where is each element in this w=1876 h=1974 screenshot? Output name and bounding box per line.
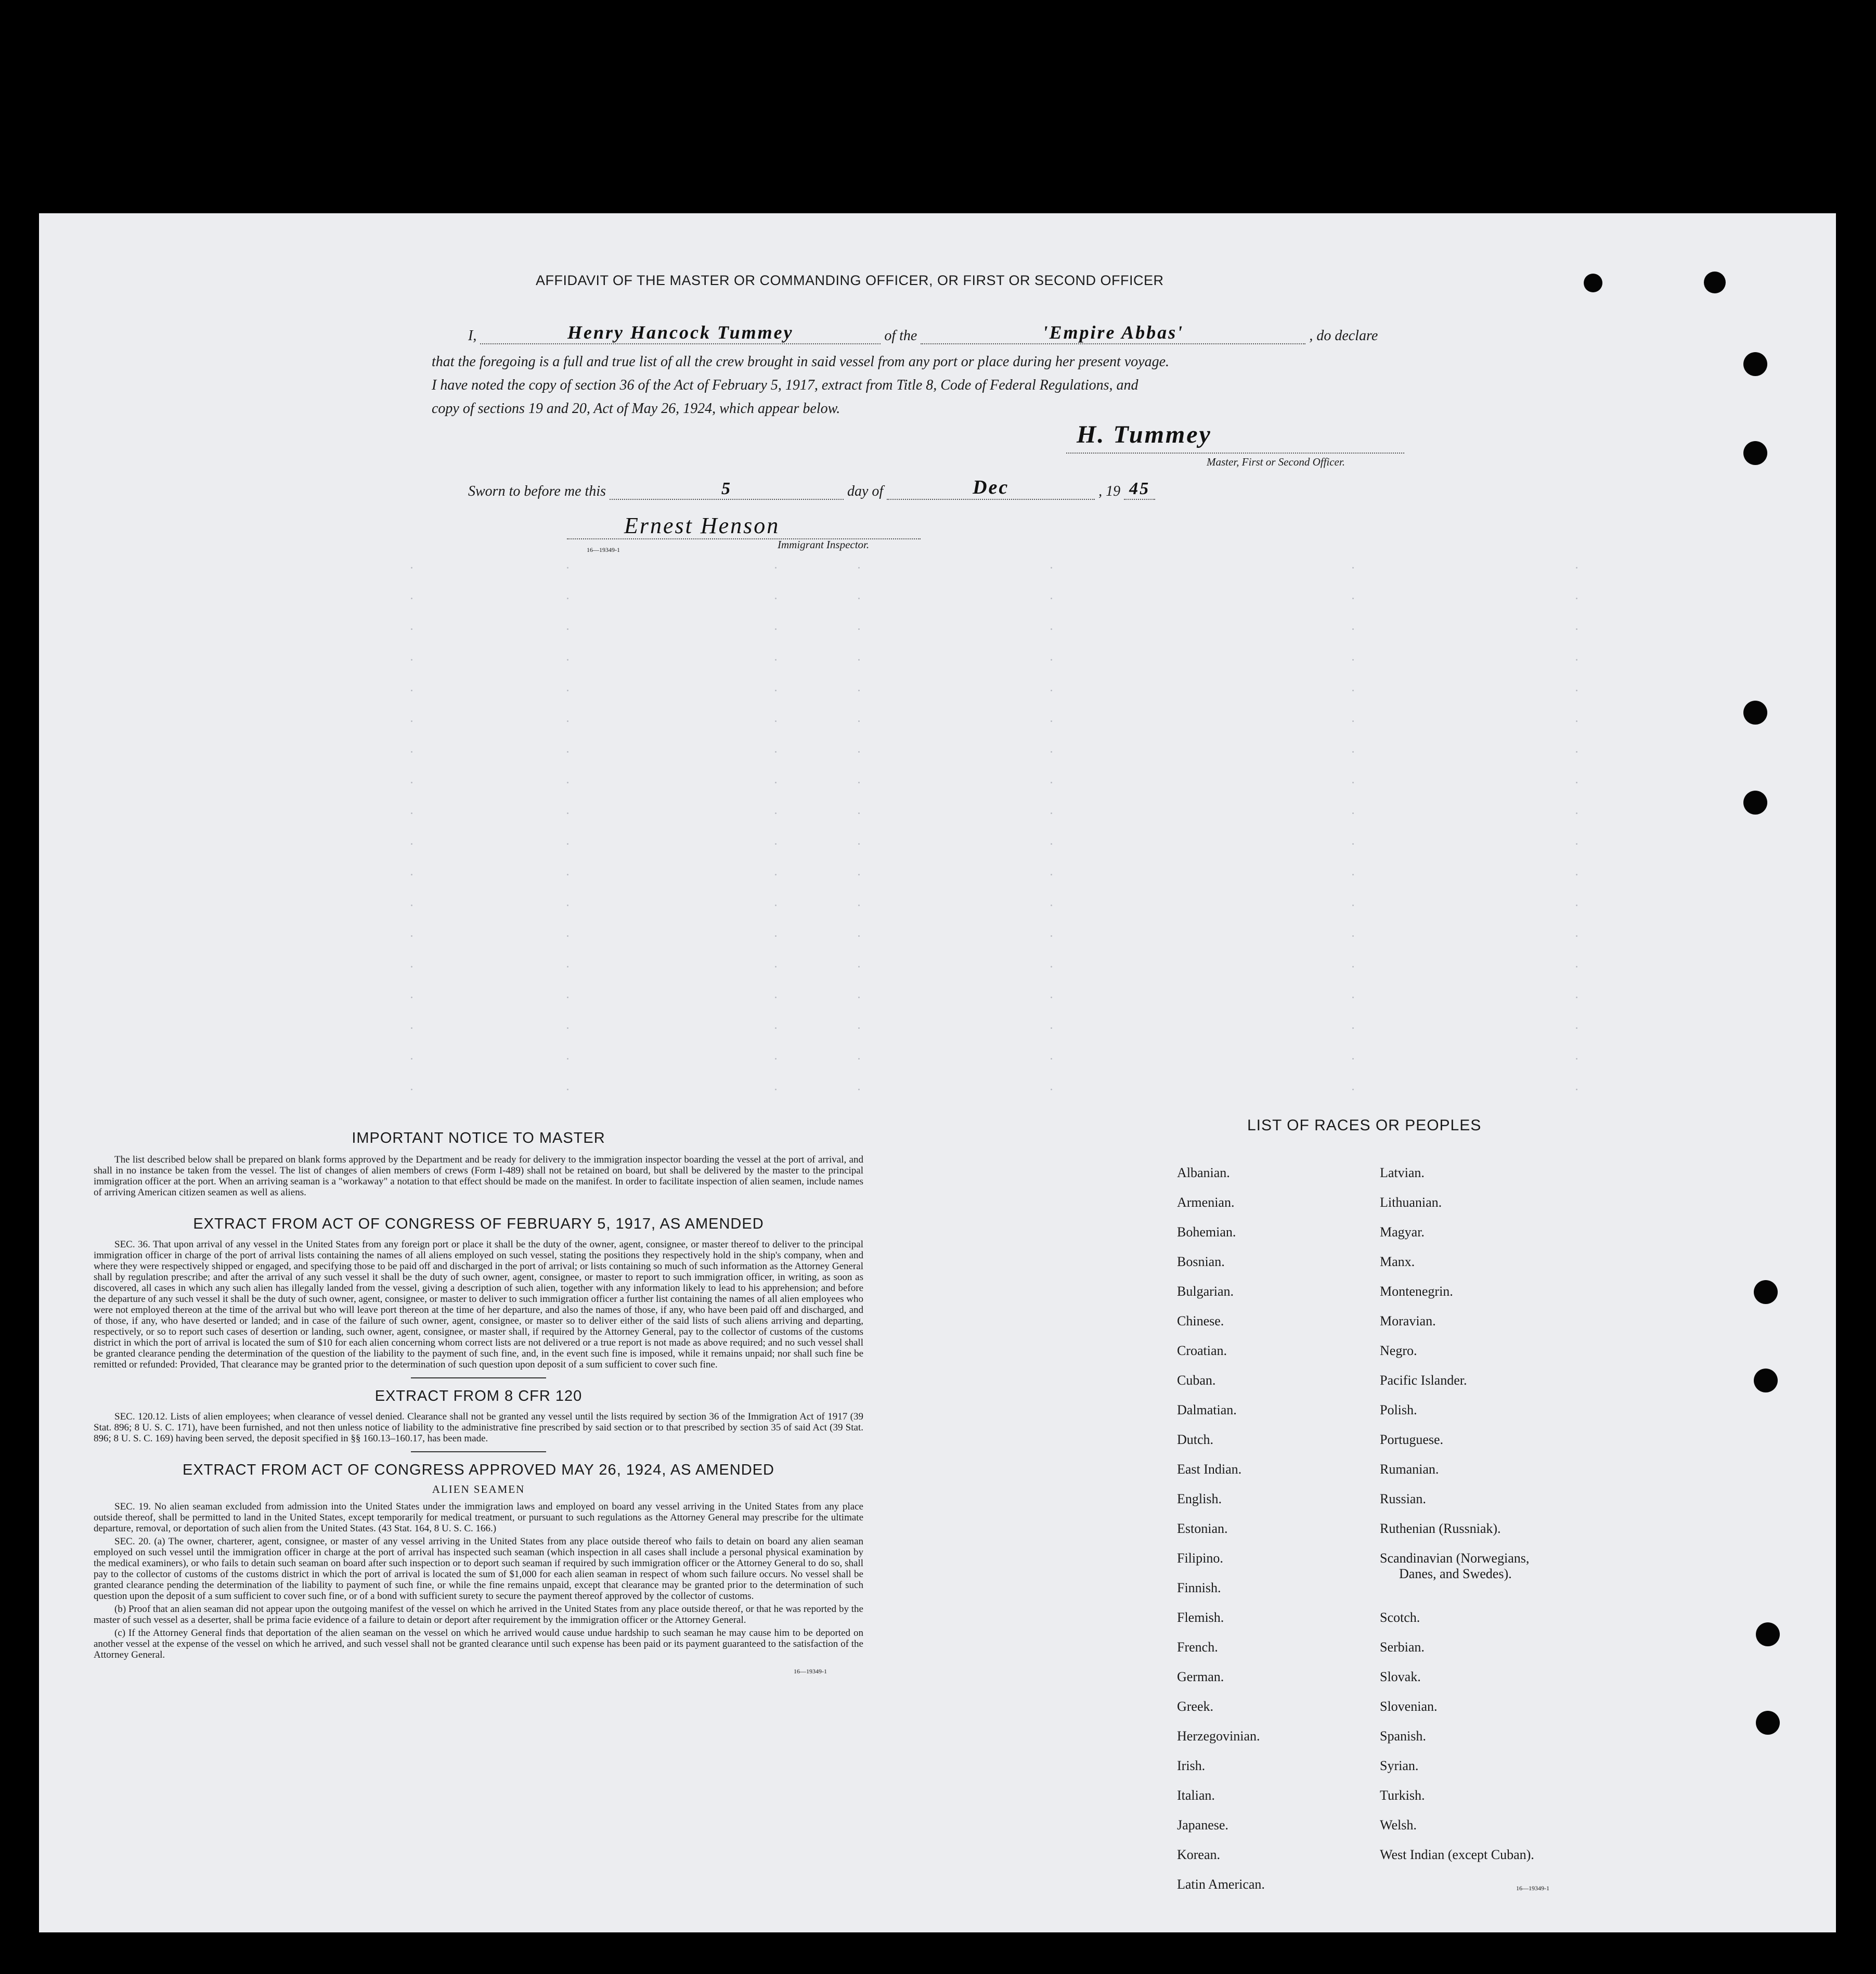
grid-dot [567, 874, 568, 875]
inspector-signature: Ernest Henson [624, 513, 780, 538]
grid-dot [567, 782, 568, 783]
race-item: Finnish. [1177, 1580, 1221, 1595]
grid-dot [1576, 628, 1577, 630]
grid-dot [567, 598, 568, 599]
race-item: Polish. [1380, 1402, 1417, 1417]
grid-dot [567, 843, 568, 845]
affidavit-heading: AFFIDAVIT OF THE MASTER OR COMMANDING OFFICER, OR FIRST OR SECOND OFFICER [536, 273, 1164, 288]
race-item: Moravian. [1380, 1313, 1436, 1328]
grid-dot [858, 751, 860, 753]
grid-dot [411, 690, 412, 691]
grid-dot [775, 843, 777, 845]
extract3-heading: EXTRACT FROM ACT OF CONGRESS APPROVED MAY 26, 1924, AS AMENDED [183, 1462, 774, 1478]
punch-hole [1756, 1622, 1780, 1646]
grid-dot [1352, 1027, 1354, 1029]
grid-dot [858, 628, 860, 630]
grid-dot [775, 935, 777, 937]
grid-dot [858, 997, 860, 998]
race-item: Bohemian. [1177, 1224, 1236, 1240]
extract3-sec20a: SEC. 20. (a) The owner, charterer, agent, consignee, or master of any vessel arriving in the United States from any place outside thereof who fails to detain on board any alien seaman employed on such vessel until the immigration officer in charge at the port of arrival has inspected such seaman (which inspection in all cases shall include a personal physical examination by the medical examiners), or who fails to detain such seaman on board after such inspection or to deport such seaman if required by such immigration officer or the Attorney General to do so, shall pay to the collector of customs of the customs district in which the port of arrival is located the sum of $1,000 for each alien seaman in respect of whom such failure occurs. No vessel shall be granted clearance pending the determination of the liability to payment of such fine, or while the fine remains unpaid, except that clearance may be granted prior to the determination of such question upon the deposit of a sum sufficient to cover such fine, or of a bond with sufficient surety to secure the payment thereof approved by the collector of customs. [94, 1536, 863, 1602]
grid-dot [775, 905, 777, 906]
grid-dot [567, 905, 568, 906]
grid-dot [411, 598, 412, 599]
grid-dot [1051, 598, 1052, 599]
grid-dot [1576, 782, 1577, 783]
race-item: Russian. [1380, 1491, 1426, 1506]
grid-dot [775, 1027, 777, 1029]
notice-form-number: 16—19349-1 [794, 1668, 827, 1675]
grid-dot [1051, 690, 1052, 691]
grid-dot [567, 567, 568, 569]
grid-dot [1352, 720, 1354, 722]
race-item: Dutch. [1177, 1432, 1214, 1447]
races-form-number: 16—19349-1 [1516, 1885, 1549, 1892]
divider [411, 1377, 546, 1378]
races-heading: LIST OF RACES OR PEOPLES [1247, 1117, 1482, 1134]
grid-dot [858, 1027, 860, 1029]
grid-dot [1352, 966, 1354, 967]
race-item: Montenegrin. [1380, 1284, 1453, 1299]
punch-hole [1743, 352, 1767, 376]
grid-dot [567, 935, 568, 937]
race-item: Italian. [1177, 1788, 1215, 1803]
grid-dot [1576, 598, 1577, 599]
grid-dot [411, 935, 412, 937]
affidavit-form-number: 16—19349-1 [587, 546, 620, 553]
extract1-heading: EXTRACT FROM ACT OF CONGRESS OF FEBRUARY 5, 1917, AS AMENDED [193, 1216, 764, 1232]
day-field: 5 [610, 479, 844, 500]
race-item: Ruthenian (Russniak). [1380, 1521, 1501, 1536]
race-item: Manx. [1380, 1254, 1415, 1269]
race-item: Herzegovinian. [1177, 1728, 1260, 1744]
race-item: Armenian. [1177, 1195, 1235, 1210]
grid-dot [1051, 874, 1052, 875]
race-item: Dalmatian. [1177, 1402, 1237, 1417]
punch-hole [1704, 272, 1726, 293]
grid-dot [411, 782, 412, 783]
grid-dot [411, 997, 412, 998]
grid-dot [1352, 659, 1354, 661]
race-item: Spanish. [1380, 1728, 1426, 1744]
notice-body: The list described below shall be prepared on blank forms approved by the Department and be ready for delivery to the immigration inspector boarding the vessel at the port of arrival, and shall in no instance be taken from the vessel. The list of changes of alien members of crews (Form I-489) shall not be retained on board, but shall be delivered by the master to the principal immigration officer at the port. When an arriving seaman is a "workaway" a notation to that effect should be made on the manifest. In order to facilitate inspection of alien seamen, include names of arriving American citizen seamen as well as aliens. [94, 1154, 863, 1198]
grid-dot [1051, 782, 1052, 783]
race-item: Turkish. [1380, 1788, 1425, 1803]
of-the-text: of the [884, 328, 917, 344]
race-item: Chinese. [1177, 1313, 1224, 1328]
grid-dot [1051, 935, 1052, 937]
grid-dot [1576, 1089, 1577, 1090]
grid-dot [1352, 567, 1354, 569]
grid-dot [858, 567, 860, 569]
grid-dot [1051, 1058, 1052, 1060]
grid-dot [1051, 905, 1052, 906]
grid-dot [567, 1058, 568, 1060]
notice-section [94, 1130, 863, 1675]
race-item: Welsh. [1380, 1817, 1417, 1833]
grid-dot [411, 567, 412, 569]
grid-dot [858, 812, 860, 814]
grid-dot [1051, 812, 1052, 814]
do-declare-text: , do declare [1309, 328, 1378, 344]
race-item: Negro. [1380, 1343, 1417, 1358]
grid-dot [411, 659, 412, 661]
grid-dot [1352, 598, 1354, 599]
day-of-text: day of [847, 483, 884, 499]
grid-dot [775, 997, 777, 998]
year-field: 45 [1124, 479, 1155, 500]
grid-dot [1576, 812, 1577, 814]
race-item: Serbian. [1380, 1640, 1425, 1655]
extract2-body: SEC. 120.12. Lists of alien employees; when clearance of vessel denied. Clearance shall not be granted any vessel until the lists required by section 36 of the Immigration Act of 1917 (39 Stat. 896; 8 U. S. C. 171), have been furnished, and not then unless notice of liability to the administrative fine prescribed by said section or to that prescribed by section 35 of said Act (39 Stat. 896; 8 U. S. C. 169) having been served, the deposit specified in §§ 160.13–160.17, has been made. [94, 1411, 863, 1444]
grid-dot [411, 1027, 412, 1029]
grid-dot [1576, 1027, 1577, 1029]
grid-dot [1352, 997, 1354, 998]
punch-hole [1584, 274, 1602, 292]
grid-dot [1051, 843, 1052, 845]
master-signature: H. Tummey [1077, 421, 1212, 448]
affidavit-line-4: copy of sections 19 and 20, Act of May 26, 1924, which appear below. [432, 401, 840, 417]
grid-dot [1352, 1058, 1354, 1060]
race-item: Scandinavian (Norwegians, [1380, 1551, 1530, 1566]
grid-dot [775, 751, 777, 753]
grid-dot [775, 966, 777, 967]
grid-dot [411, 843, 412, 845]
notice-heading: IMPORTANT NOTICE TO MASTER [352, 1130, 605, 1146]
affidavit-line-1 [468, 321, 1378, 344]
race-item: Syrian. [1380, 1758, 1419, 1773]
grid-dot [567, 1027, 568, 1029]
race-item: Slovenian. [1380, 1699, 1438, 1714]
grid-dot [567, 628, 568, 630]
grid-dot [858, 935, 860, 937]
grid-dot [411, 751, 412, 753]
grid-dot [567, 720, 568, 722]
grid-dot [775, 628, 777, 630]
race-item: Greek. [1177, 1699, 1214, 1714]
punch-hole [1743, 791, 1767, 815]
grid-dot [1352, 690, 1354, 691]
grid-dot [858, 659, 860, 661]
grid-dot [775, 812, 777, 814]
grid-dot [1352, 1089, 1354, 1090]
grid-dot [411, 966, 412, 967]
race-item: Japanese. [1177, 1817, 1228, 1833]
grid-dot [1576, 1058, 1577, 1060]
race-item: Rumanian. [1380, 1462, 1439, 1477]
grid-dot [1576, 567, 1577, 569]
grid-dot [1051, 1089, 1052, 1090]
race-item: Pacific Islander. [1380, 1373, 1467, 1388]
race-item: Slovak. [1380, 1669, 1421, 1684]
grid-dot [858, 1058, 860, 1060]
grid-dot [775, 659, 777, 661]
grid-dot [858, 598, 860, 599]
grid-dot [775, 567, 777, 569]
vessel-name-field: 'Empire Abbas' [921, 321, 1305, 344]
race-item: French. [1177, 1640, 1218, 1655]
grid-dot [775, 690, 777, 691]
sworn-line [468, 476, 1155, 500]
grid-dot [1051, 720, 1052, 722]
grid-dot [858, 1089, 860, 1090]
grid-dot [567, 690, 568, 691]
grid-dot [1576, 966, 1577, 967]
grid-dot [775, 720, 777, 722]
grid-dot [1576, 935, 1577, 937]
grid-dot [858, 905, 860, 906]
race-item: Korean. [1177, 1847, 1221, 1862]
grid-dot [1576, 720, 1577, 722]
race-item: Cuban. [1177, 1373, 1216, 1388]
race-item: Scotch. [1380, 1610, 1420, 1625]
grid-dot [567, 1089, 568, 1090]
grid-dot [1576, 874, 1577, 875]
grid-dot [1352, 751, 1354, 753]
sworn-text: Sworn to before me this [468, 483, 606, 499]
grid-dot [1352, 935, 1354, 937]
affidavit-line-2: that the foregoing is a full and true list of all the crew brought in said vessel from any port or place during her present voyage. [432, 354, 1170, 370]
grid-dot [1352, 905, 1354, 906]
officer-name-field: Henry Hancock Tummey [480, 321, 881, 344]
extract3-subheading: ALIEN SEAMEN [432, 1483, 525, 1495]
race-item: German. [1177, 1669, 1224, 1684]
grid-dot [858, 690, 860, 691]
race-item: Flemish. [1177, 1610, 1224, 1625]
grid-dot [411, 905, 412, 906]
grid-dot [1051, 751, 1052, 753]
race-item: Albanian. [1177, 1165, 1230, 1180]
race-item: Lithuanian. [1380, 1195, 1442, 1210]
race-item: Estonian. [1177, 1521, 1228, 1536]
race-item: English. [1177, 1491, 1222, 1506]
grid-dot [1576, 905, 1577, 906]
grid-dot [567, 812, 568, 814]
grid-dot [1352, 874, 1354, 875]
grid-dot [1051, 628, 1052, 630]
punch-hole [1743, 441, 1767, 465]
grid-dot [858, 720, 860, 722]
grid-dot [1352, 812, 1354, 814]
race-item: Latin American. [1177, 1877, 1265, 1892]
master-caption: Master, First or Second Officer. [1207, 456, 1345, 468]
race-item: Bosnian. [1177, 1254, 1225, 1269]
race-item: Irish. [1177, 1758, 1206, 1773]
grid-dot [567, 966, 568, 967]
extract1-body: SEC. 36. That upon arrival of any vessel in the United States from any foreign port or place it shall be the duty of the owner, agent, consignee, or master thereof to deliver to the principal immigration officer in charge of the port of arrival lists containing the names of all aliens employed on such vessel, stating the positions they respectively hold in the ship's company, when and where they were respectively shipped or engaged, and specifying those to be paid off and discharged in the port of arrival; or lists containing so much of such information as the Attorney General shall by regulation prescribe; and after the arrival of any such vessel it shall be the duty of such owner, agent, consignee, or master to report to such immigration officer, in writing, as soon as discovered, all cases in which any such alien has illegally landed from the vessel, giving a description of such alien, together with any information likely to lead to his apprehension; and before the departure of any such vessel it shall be the duty of such owner, agent, consignee, or master to deliver to such immigration officer a further list containing the names of all alien employees who were not employed thereon at the time of the arrival but who will leave port thereon at the time of her departure, and also the names of those, if any, who have been paid off and discharged, and of those, if any, who have deserted or landed; and in case of the failure of such owner, agent, consignee, or master so to deliver either of the said lists of such aliens arriving and departing, respectively, or so to report such cases of desertion or landing, such owner, agent, consignee, or master shall, if required by the Attorney General, pay to the collector of customs of the customs district in which the port of arrival is located the sum of $10 for each alien concerning whom correct lists are not delivered or a true report is not made as above required; and no such vessel shall be granted clearance pending the determination of the question of the liability to the payment of such fine, and, in the event such fine is imposed, while it remains unpaid; nor shall such fine be remitted or refunded: Provided, That clearance may be granted prior to the determination of such question upon deposit of a sum sufficient to cover such fine. [94, 1239, 863, 1370]
grid-dot [1051, 659, 1052, 661]
grid-dot [411, 720, 412, 722]
race-item: Latvian. [1380, 1165, 1425, 1180]
grid-dot [858, 843, 860, 845]
race-item: Filipino. [1177, 1551, 1223, 1566]
grid-dot [1051, 567, 1052, 569]
race-item: West Indian (except Cuban). [1380, 1847, 1534, 1862]
grid-dot [775, 1058, 777, 1060]
grid-dot [1576, 751, 1577, 753]
divider [411, 1451, 546, 1452]
race-item: Portuguese. [1380, 1432, 1444, 1447]
grid-dot [1352, 843, 1354, 845]
affidavit-line-3: I have noted the copy of section 36 of the Act of February 5, 1917, extract from Title 8, Code of Federal Regulations, and [432, 377, 1138, 393]
year-prefix: , 19 [1098, 483, 1121, 499]
grid-dot [1051, 997, 1052, 998]
grid-dot [1576, 997, 1577, 998]
month-field: Dec [887, 476, 1095, 500]
punch-hole [1743, 701, 1767, 725]
punch-hole [1754, 1280, 1778, 1304]
race-item: Croatian. [1177, 1343, 1227, 1358]
master-signature-line [1066, 453, 1404, 454]
punch-hole [1754, 1369, 1778, 1392]
extract3-sec20c: (c) If the Attorney General finds that deportation of the alien seaman on the vessel on which he arrived would cause undue hardship to such seaman he may cause him to be deported on another vessel at the expense of the vessel on which he arrived, and such vessel shall not be granted clearance until such expense has been paid or its payment guaranteed to the satisfaction of the Attorney General. [94, 1628, 863, 1660]
race-item: East Indian. [1177, 1462, 1242, 1477]
grid-dot [411, 874, 412, 875]
inspector-caption: Immigrant Inspector. [778, 538, 870, 551]
grid-dot [1051, 966, 1052, 967]
grid-dot [567, 751, 568, 753]
extract3-sec20b: (b) Proof that an alien seaman did not appear upon the outgoing manifest of the vessel on which he arrived in the United States from any place outside thereof, or that he was reported by the master of such vessel as a deserter, shall be prima facie evidence of a failure to detain or deport after requirement by the immigration officer or the Attorney General. [94, 1604, 863, 1625]
grid-dot [858, 874, 860, 875]
race-item: Bulgarian. [1177, 1284, 1234, 1299]
grid-dot [1051, 1027, 1052, 1029]
punch-hole [1756, 1711, 1780, 1735]
race-item: Magyar. [1380, 1224, 1425, 1240]
race-item: Danes, and Swedes). [1399, 1566, 1512, 1581]
grid-dot [1576, 843, 1577, 845]
extract3-sec19: SEC. 19. No alien seaman excluded from admission into the United States under the immigration laws and employed on board any vessel arriving in the United States from any place outside thereof, shall be permitted to land in the United States, except temporarily for medical treatment, or pursuant to such regulations as the Attorney General may prescribe for the ultimate departure, removal, or deportation of such alien from the United States. (43 Stat. 164, 8 U. S. C. 166.) [94, 1501, 863, 1534]
grid-dot [1352, 782, 1354, 783]
grid-dot [1352, 628, 1354, 630]
grid-dot [567, 997, 568, 998]
grid-dot [775, 598, 777, 599]
grid-dot [411, 628, 412, 630]
grid-dot [411, 812, 412, 814]
grid-dot [775, 782, 777, 783]
grid-dot [775, 1089, 777, 1090]
grid-dot [411, 1058, 412, 1060]
extract2-heading: EXTRACT FROM 8 CFR 120 [374, 1388, 583, 1404]
i-prefix: I, [468, 328, 477, 344]
grid-dot [858, 782, 860, 783]
grid-dot [567, 659, 568, 661]
grid-dot [1576, 659, 1577, 661]
grid-dot [411, 1089, 412, 1090]
grid-dot [858, 966, 860, 967]
grid-dot [775, 874, 777, 875]
grid-dot [1576, 690, 1577, 691]
